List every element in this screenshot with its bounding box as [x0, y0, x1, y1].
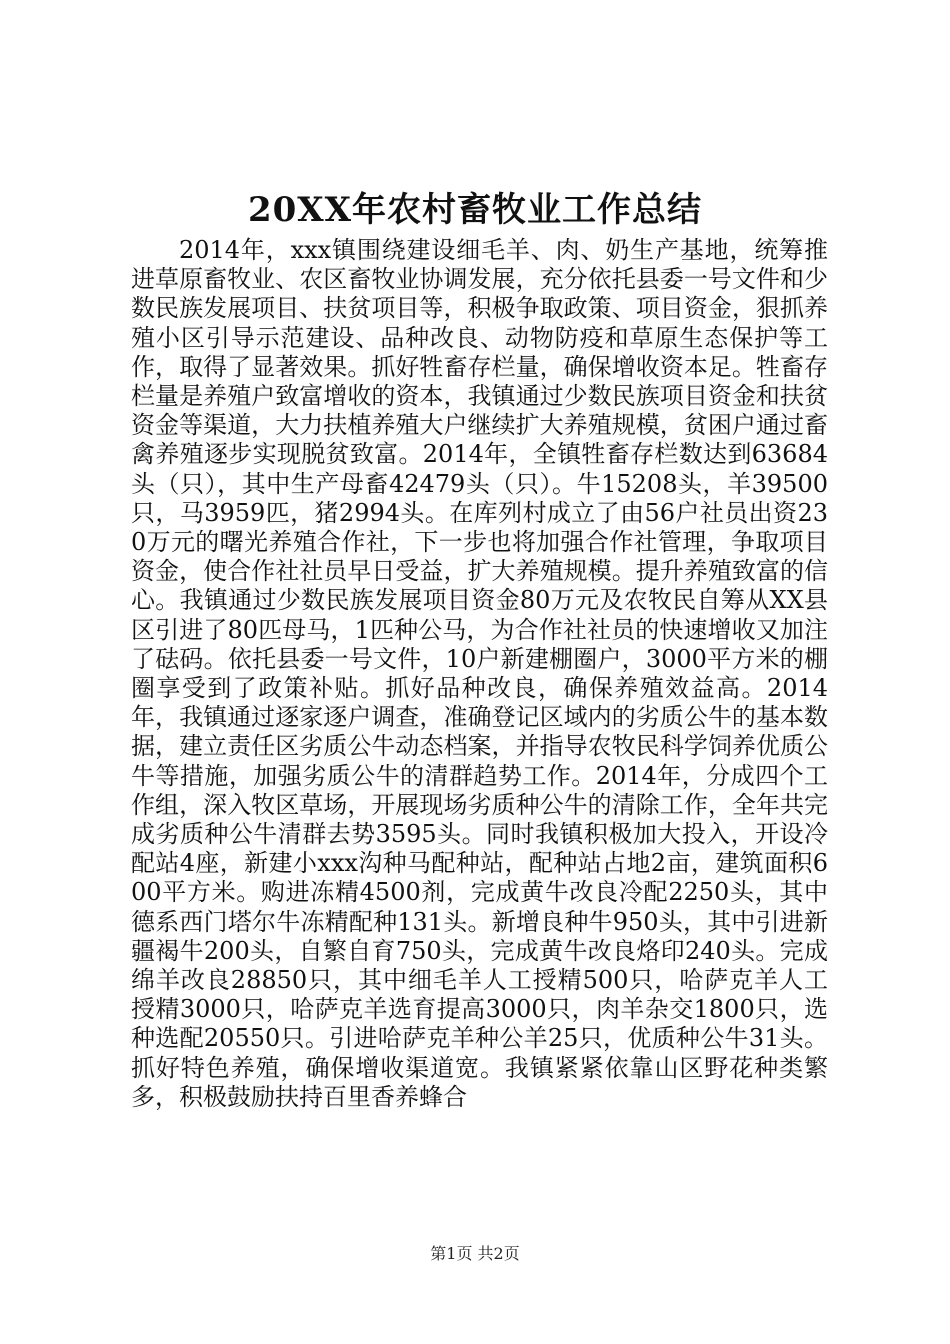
page-footer: 第1页 共2页	[430, 1244, 520, 1263]
document-body	[131, 236, 828, 1112]
body-paragraph: 2014年，xxx镇围绕建设细毛羊、肉、奶生产基地，统筹推进草原畜牧业、农区畜牧业协调发展，充分依托县委一号文件和少数民族发展项目、扶贫项目等，积极争取政策、项目资金，狠抓养殖小区引导示范建设、品种改良、动物防疫和草原生态保护等工作，取得了显著效果。抓好牲畜存栏量，确保增收资本足。牲畜存栏量是养殖户致富增收的资本，我镇通过少数民族项目资金和扶贫资金等渠道，大力扶植养殖大户继续扩大养殖规模，贫困户通过畜禽养殖逐步实现脱贫致富。2014年，全镇牲畜存栏数达到63684头（只），其中生产母畜42479头（只）。牛15208头，羊39500只，马3959匹，猪2994头。在库列村成立了由56户社员出资230万元的曙光养殖合作社，下一步也将加强合作社管理，争取项目资金，使合作社社员早日受益，扩大养殖规模。提升养殖致富的信心。我镇通过少数民族发展项目资金80万元及农牧民自筹从XX县区引进了80匹母马，1匹种公马，为合作社社员的快速增收又加注了砝码。依托县委一号文件，10户新建棚圈户，3000平方米的棚圈享受到了政策补贴。抓好品种改良，确保养殖效益高。2014年，我镇通过逐家逐户调查，准确登记区域内的劣质公牛的基本数据，建立责任区劣质公牛动态档案，并指导农牧民科学饲养优质公牛等措施，加强劣质公牛的清群趋势工作。2014年，分成四个工作组，深入牧区草场，开展现场劣质种公牛的清除工作，全年共完成劣质种公牛清群去势3595头。同时我镇积极加大投入，开设冷配站4座，新建小xxx沟种马配种站，配种站占地2亩，建筑面积600平方米。购进冻精4500剂，完成黄牛改良冷配2250头，其中德系西门塔尔牛冻精配种131头。新增良种牛950头，其中引进新疆褐牛200头，自繁自育750头，完成黄牛改良烙印240头。完成绵羊改良28850只，其中细毛羊人工授精500只，哈萨克羊人工授精3000只，哈萨克羊选育提高3000只，肉羊杂交1800只，选种选配20550只。引进哈萨克羊种公羊25只，优质种公牛31头。抓好特色养殖，确保增收渠道宽。我镇紧紧依靠山区野花种类繁多，积极鼓励扶持百里香养蜂合	[131, 236, 828, 1111]
document-title: 20XX年农村畜牧业工作总结	[247, 190, 703, 230]
